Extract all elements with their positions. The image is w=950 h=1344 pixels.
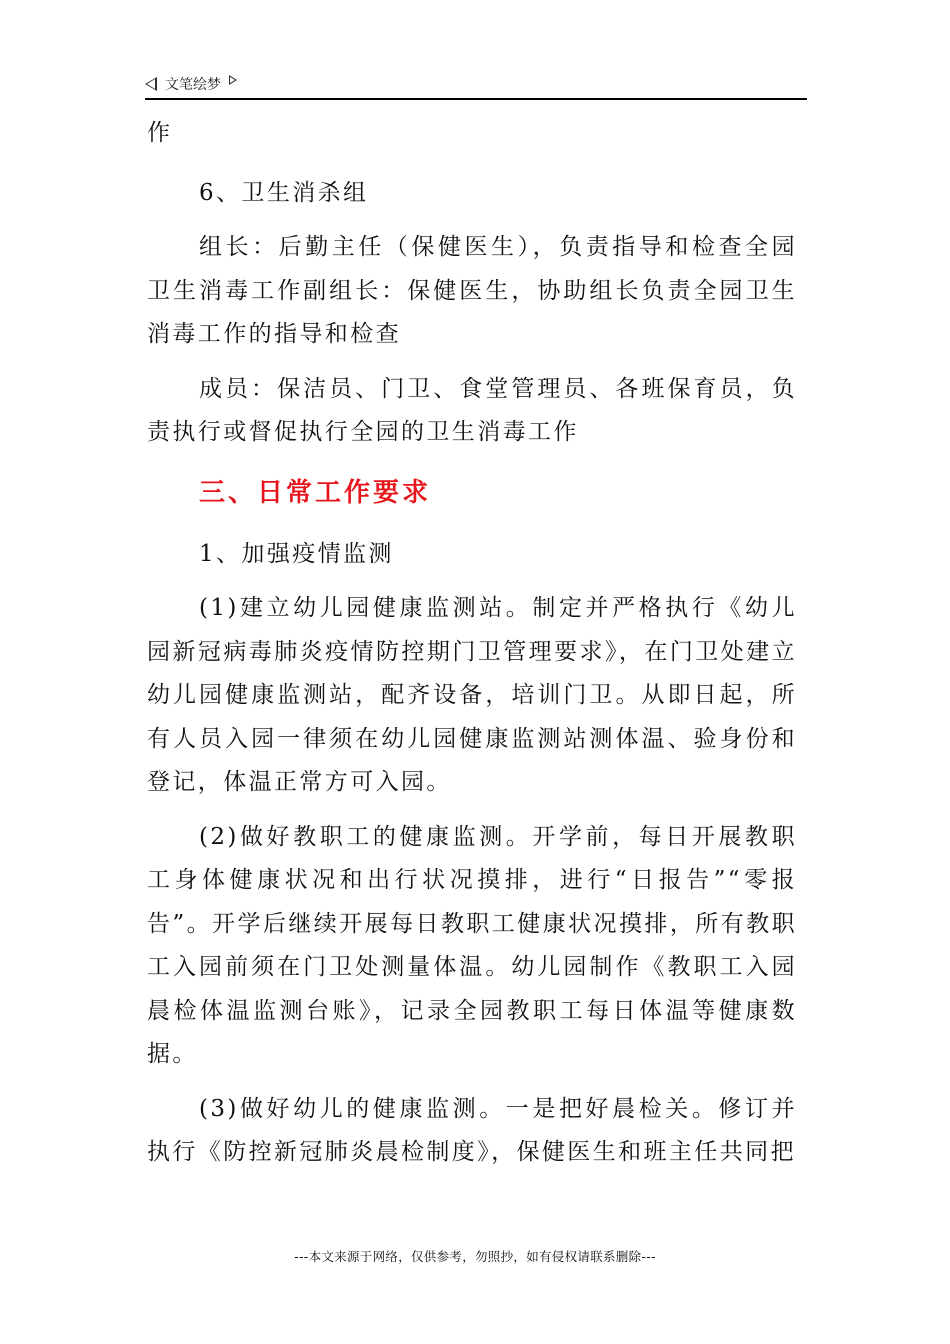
section-heading: 三、日常工作要求 (199, 477, 432, 508)
paragraph-item-2: (2)做好教职工的健康监测。开学前，每日开展教职工身体健康状况和出行状况摸排，进行“日报告”“零报告”。开学后继续开展每日教职工健康状况摸排，所有教职工入园前须在门卫处测量体温。幼儿园制作《教职工入园晨检体温监测台账》，记录全园教职工每日体温等健康数据。 (147, 823, 797, 1067)
paragraph-continuation: 作 (147, 120, 173, 146)
subsection-title-monitoring: 1、加强疫情监测 (199, 540, 394, 567)
paragraph-item-3: (3)做好幼儿的健康监测。一是把好晨检关。修订并执行《防控新冠肺炎晨检制度》，保健医生和班主任共同把 (147, 1095, 797, 1165)
header-brand (145, 74, 237, 94)
page-header (145, 70, 807, 100)
header-title: 文笔绘梦 (165, 77, 221, 93)
subsection-title: 6、卫生消杀组 (199, 179, 369, 206)
paragraph-item-1: (1)建立幼儿园健康监测站。制定并严格执行《幼儿园新冠病毒肺炎疫情防控期门卫管理要求》，在门卫处建立幼儿园健康监测站，配齐设备，培训门卫。从即日起，所有人员入园一律须在幼儿园健康监测站测体温、验身份和登记，体温正常方可入园。 (147, 595, 797, 795)
paragraph-members: 成员：保洁员、门卫、食堂管理员、各班保育员，负责执行或督促执行全园的卫生消毒工作 (147, 375, 797, 445)
paragraph-leader: 组长：后勤主任（保健医生），负责指导和检查全园卫生消毒工作副组长：保健医生，协助组长负责全园卫生消毒工作的指导和检查 (147, 234, 797, 347)
document-body (147, 112, 797, 1186)
triangle-left-icon (145, 77, 157, 91)
triangle-right-icon (229, 75, 237, 85)
footer-disclaimer: ---本文来源于网络，仅供参考，勿照抄，如有侵权请联系删除--- (294, 1249, 656, 1264)
